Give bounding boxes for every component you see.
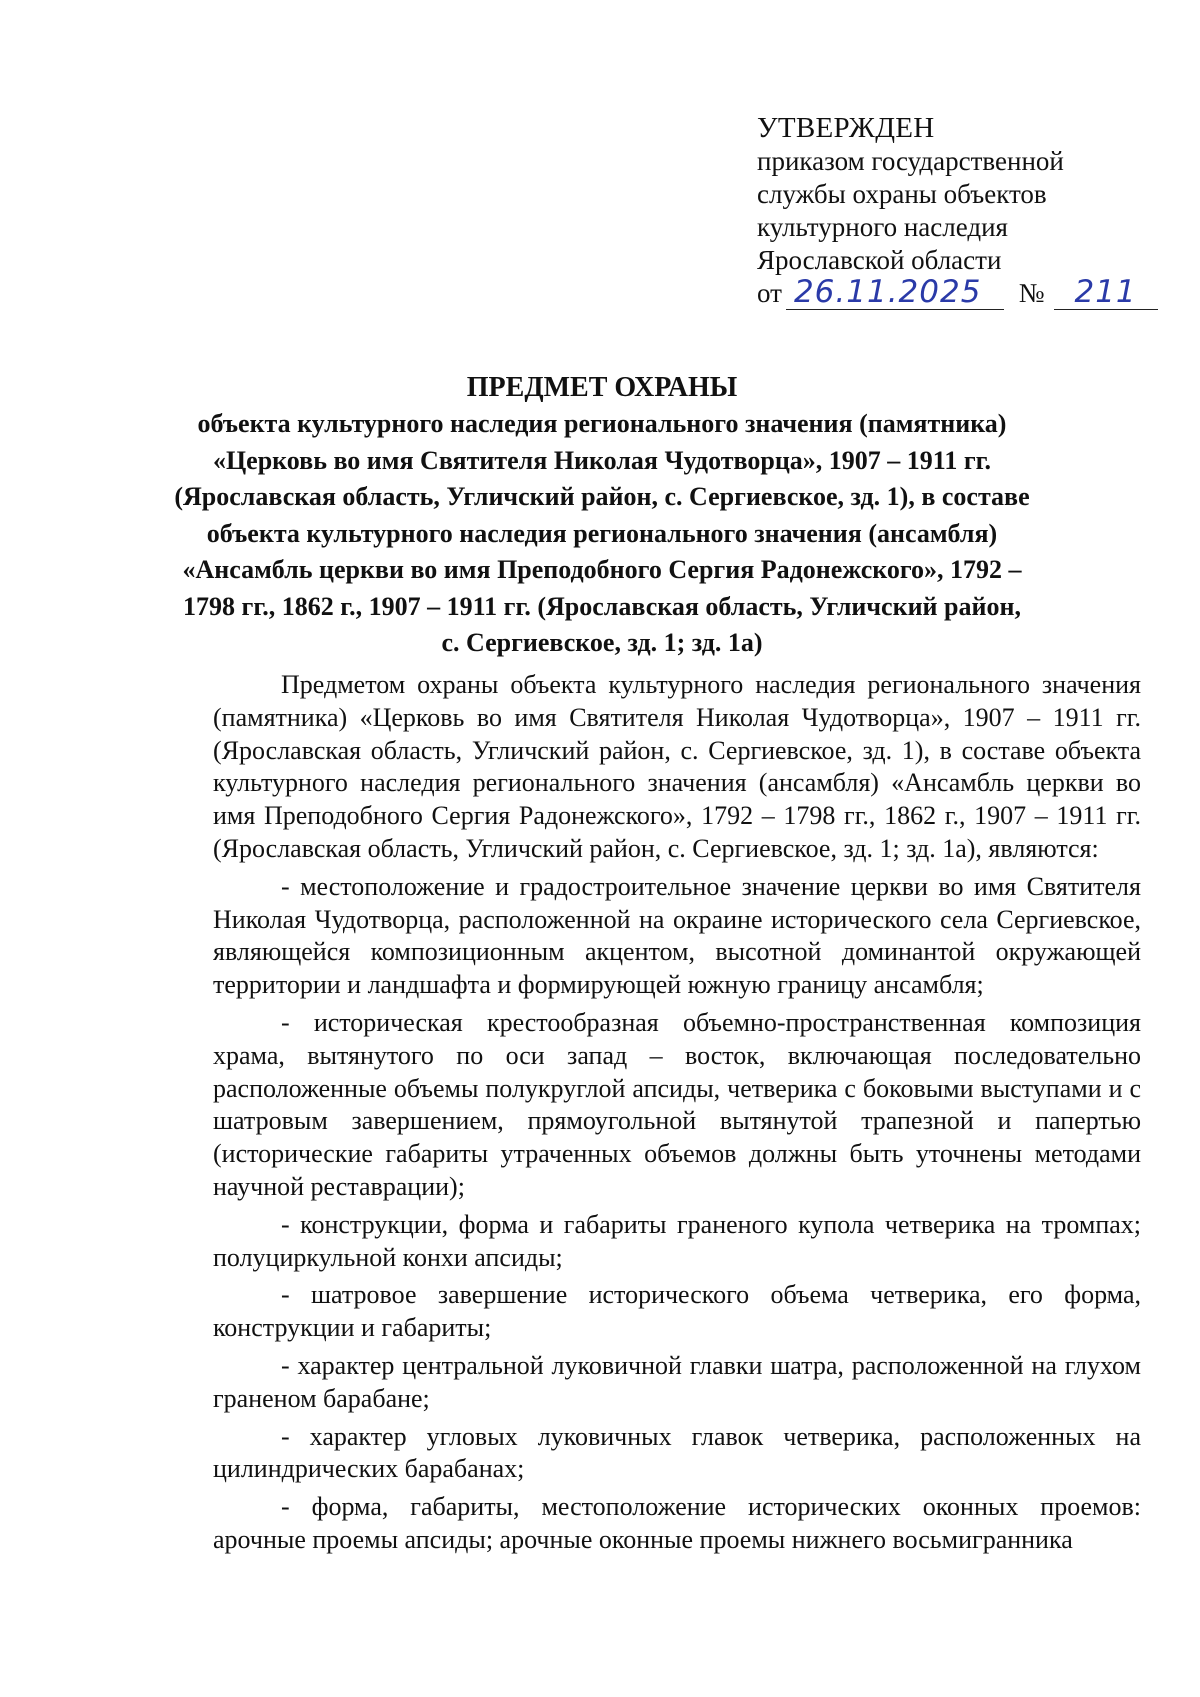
list-item: - характер центральной луковичной главки шатра, расположенной на глухом граненом барабане; xyxy=(213,1350,1141,1413)
intro-paragraph: Предметом охраны объекта культурного наследия регионального значения (памятника) «Церковь во имя Святителя Николая Чудотворца», 1907 – 1911 гг. (Ярославская область, Угличский район, с. Сергиевское, зд. 1), в составе объекта культурного наследия регионального значения (ансамбля) «Ансамбль церкви во имя Преподобного Сергия Радонежского», 1792 – 1798 гг., 1862 г., 1907 – 1911 гг. (Ярославская область, Угличский район, с. Сергиевское, зд. 1; зд. 1а), являются: xyxy=(213,670,1141,863)
heading-subtitle-line: объекта культурного наследия регионального значения (ансамбля) xyxy=(206,518,998,548)
from-label: от xyxy=(757,278,782,308)
list-item: - историческая крестообразная объемно-пространственная композиция храма, вытянутого по оси запад – восток, включающая последовательно расположенные объемы полукруглой апсиды, четверика с боковыми выступами и с шатровым завершением, прямоугольной вытянутой трапезной и папертью (исторические габариты утраченных объемов должны быть уточнены методами научной реставрации); xyxy=(213,1007,1141,1201)
document-body xyxy=(213,669,1141,1557)
approval-line-1: приказом государственной xyxy=(757,146,1064,176)
handwritten-number: 211 xyxy=(1074,274,1137,310)
approval-title: УТВЕРЖДЕН xyxy=(757,112,935,144)
heading-subtitle-line: «Ансамбль церкви во имя Преподобного Сергия Радонежского», 1792 – xyxy=(182,555,1022,584)
heading-subtitle-line: «Церковь во имя Святителя Николая Чудотворца», 1907 – 1911 гг. xyxy=(212,445,992,475)
list-item: - характер угловых луковичных главок четверика, расположенных на цилиндрических барабанах; xyxy=(213,1421,1141,1484)
approval-stamp-block xyxy=(757,112,1157,311)
heading-subtitle-line: с. Сергиевское, зд. 1; зд. 1а) xyxy=(441,628,763,657)
heading-subtitle-line: 1798 гг., 1862 г., 1907 – 1911 гг. (Ярославская область, Угличский район, xyxy=(183,591,1021,621)
heading-subtitle-line: (Ярославская область, Угличский район, с. Сергиевское, зд. 1), в составе xyxy=(174,482,1030,511)
heading-subtitle-line: объекта культурного наследия регионального значения (памятника) xyxy=(197,409,1007,438)
approval-line-4: Ярославской области xyxy=(757,245,1002,275)
handwritten-date: 26.11.2025 xyxy=(793,274,982,310)
approval-date-number-line xyxy=(757,274,1157,311)
list-item: - конструкции, форма и габариты граненого купола четверика на тромпах; полуциркульной конхи апсиды; xyxy=(213,1209,1141,1272)
heading-title: ПРЕДМЕТ ОХРАНЫ xyxy=(466,372,738,403)
approval-line-2: службы охраны объектов xyxy=(757,179,1047,209)
list-item: - шатровое завершение исторического объема четверика, его форма, конструкции и габариты; xyxy=(213,1280,1141,1343)
approval-line-3: культурного наследия xyxy=(757,212,1008,242)
list-item: - форма, габариты, местоположение исторических оконных проемов: арочные проемы апсиды; арочные оконные проемы нижнего восьмигранника xyxy=(213,1492,1141,1554)
list-item: - местоположение и градостроительное значение церкви во имя Святителя Николая Чудотворца, расположенной на окраине исторического села Сергиевское, являющейся композиционным акцентом, высотной доминантой окружающей территории и ландшафта и формирующей южную границу ансамбля; xyxy=(213,871,1141,1000)
document-heading xyxy=(150,370,1054,662)
number-field xyxy=(1054,274,1158,310)
number-label: № xyxy=(1018,278,1045,308)
date-field xyxy=(786,274,1004,310)
